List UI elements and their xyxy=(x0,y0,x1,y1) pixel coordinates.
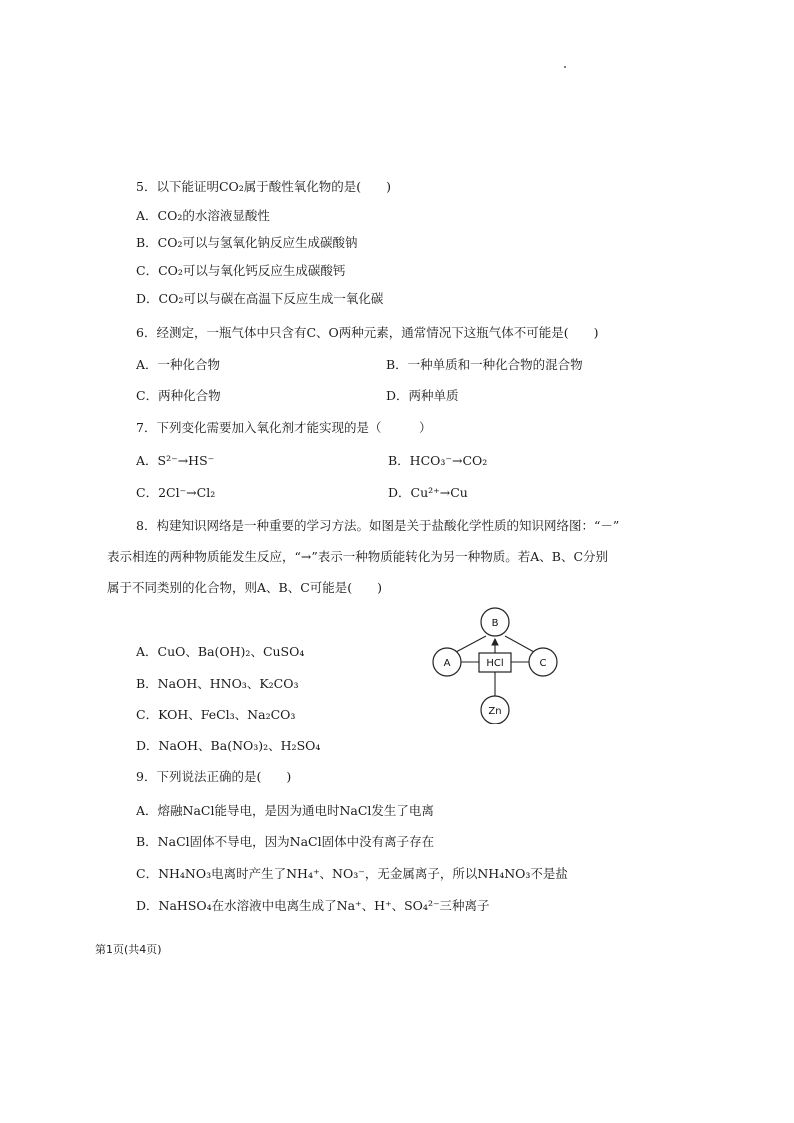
q9-option-c: C．NH₄NO₃电离时产生了NH₄⁺、NO₃⁻，无金属离子，所以NH₄NO₃不是盐 xyxy=(136,866,568,881)
q7-option-d: D．Cu²⁺→Cu xyxy=(388,485,468,500)
q6-option-c: C．两种化合物 xyxy=(136,388,221,403)
line-a-b xyxy=(456,636,486,652)
q8-option-b: B．NaOH、HNO₃、K₂CO₃ xyxy=(136,676,299,691)
scan-speck xyxy=(564,66,566,68)
node-hcl-label: HCl xyxy=(486,658,504,669)
q8-stem-line-2: 表示相连的两种物质能发生反应，“→”表示一种物质能转化为另一种物质。若A、B、C分别 xyxy=(107,549,609,564)
q7-option-b: B．HCO₃⁻→CO₂ xyxy=(388,453,488,468)
node-c-label: C xyxy=(539,658,547,669)
q6-option-b: B．一种单质和一种化合物的混合物 xyxy=(386,357,583,372)
q7-option-a: A．S²⁻→HS⁻ xyxy=(136,453,215,468)
q5-option-b: B．CO₂可以与氢氧化钠反应生成碳酸钠 xyxy=(136,235,358,250)
q9-option-d: D．NaHSO₄在水溶液中电离生成了Na⁺、H⁺、SO₄²⁻三种离子 xyxy=(136,898,490,913)
q8-stem-line-3: 属于不同类别的化合物，则A、B、C可能是( ) xyxy=(107,580,383,595)
q6-stem: 6．经测定，一瓶气体中只含有C、O两种元素，通常情况下这瓶气体不可能是( ) xyxy=(136,325,599,340)
q8-option-c: C．KOH、FeCl₃、Na₂CO₃ xyxy=(136,707,296,722)
node-zn-label: Zn xyxy=(488,706,502,717)
q7-option-c: C．2Cl⁻→Cl₂ xyxy=(136,485,216,500)
q6-option-a: A．一种化合物 xyxy=(136,357,221,372)
q8-option-a: A．CuO、Ba(OH)₂、CuSO₄ xyxy=(136,644,305,659)
q5-option-c: C．CO₂可以与氧化钙反应生成碳酸钙 xyxy=(136,263,346,278)
q8-stem-line-1: 8．构建知识网络是一种重要的学习方法。如图是关于盐酸化学性质的知识网络图：“－” xyxy=(136,518,620,533)
q5-stem: 5．以下能证明CO₂属于酸性氧化物的是( ) xyxy=(136,179,392,194)
q6-option-d: D．两种单质 xyxy=(386,388,459,403)
q9-option-a: A．熔融NaCl能导电，是因为通电时NaCl发生了电离 xyxy=(136,803,434,818)
page-footer: 第1页(共4页) xyxy=(95,943,162,956)
q9-stem: 9．下列说法正确的是( ) xyxy=(136,769,292,784)
q9-option-b: B．NaCl固体不导电，因为NaCl固体中没有离子存在 xyxy=(136,834,435,849)
line-b-c xyxy=(505,636,534,652)
q5-option-a: A．CO₂的水溶液显酸性 xyxy=(136,208,270,223)
node-a-label: A xyxy=(443,658,451,669)
hcl-network-diagram xyxy=(425,604,565,724)
q7-stem: 7．下列变化需要加入氧化剂才能实现的是（ ） xyxy=(136,420,432,435)
q8-option-d: D．NaOH、Ba(NO₃)₂、H₂SO₄ xyxy=(136,738,321,753)
q5-option-d: D．CO₂可以与碳在高温下反应生成一氧化碳 xyxy=(136,291,384,306)
node-b-label: B xyxy=(491,618,499,629)
